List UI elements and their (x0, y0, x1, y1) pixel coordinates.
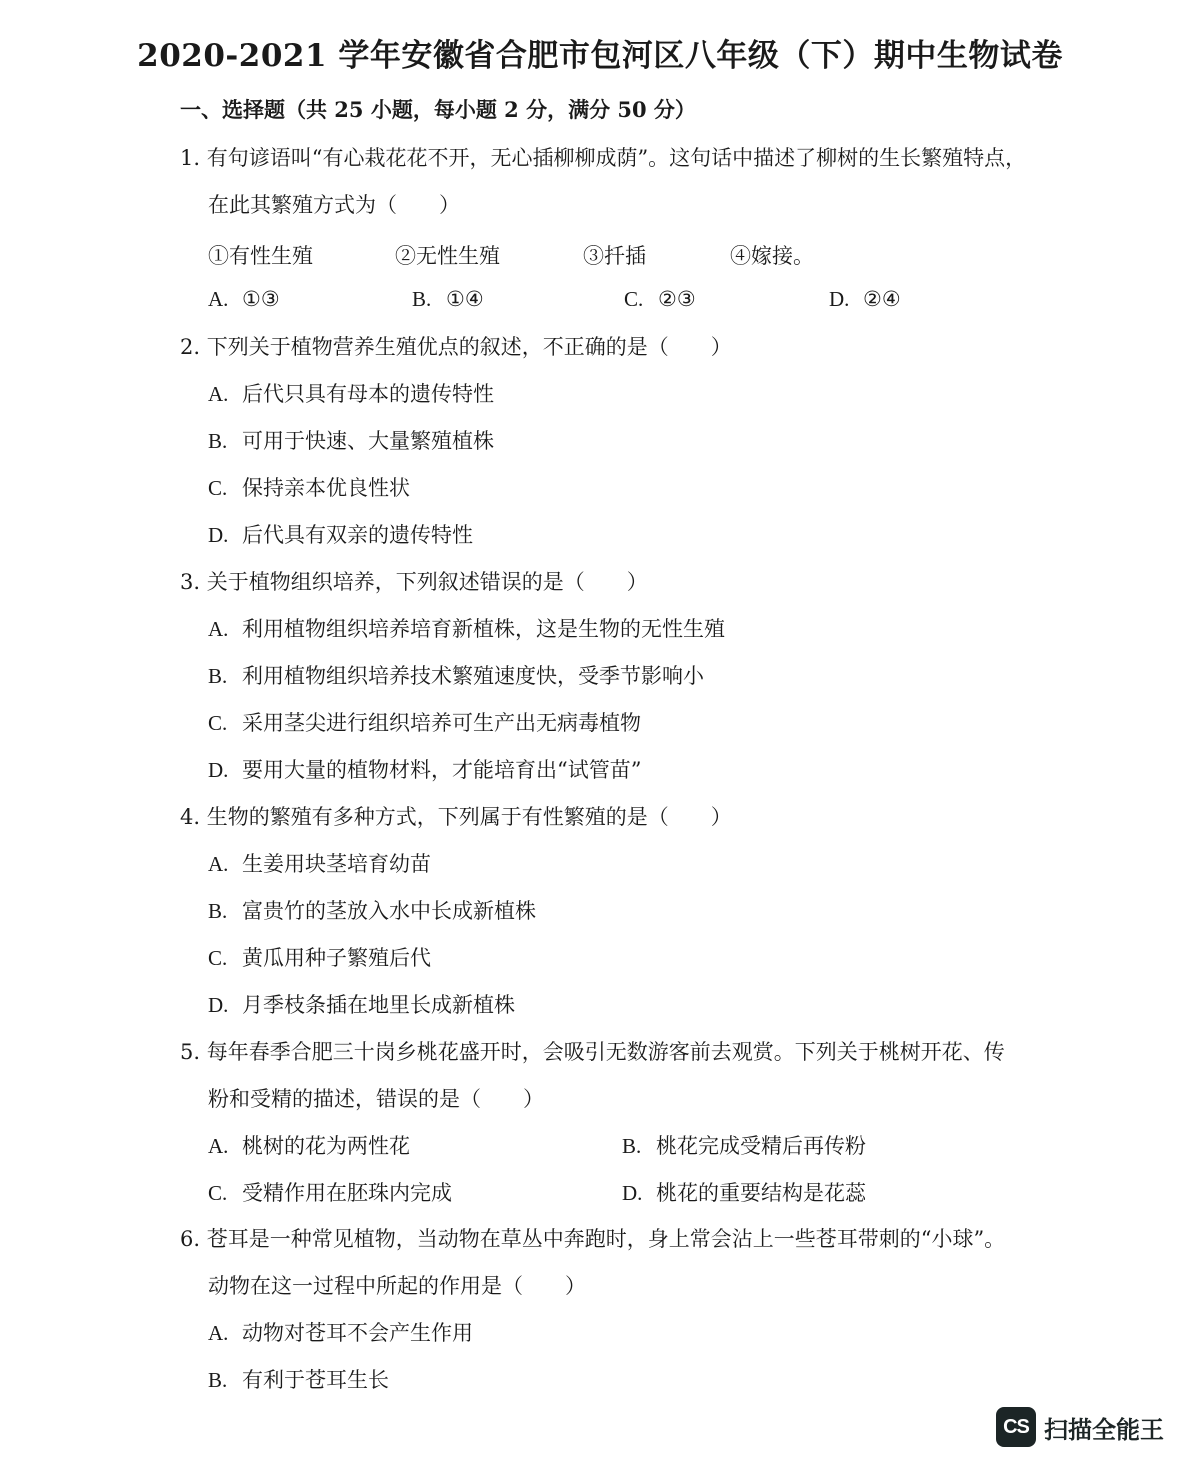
option-key: D. (208, 758, 229, 782)
option-text: 月季枝条插在地里长成新植株 (242, 993, 515, 1017)
question-4-option-c (208, 943, 431, 973)
exam-title: 2020-2021 学年安徽省合肥市包河区八年级（下）期中生物试卷 (137, 38, 1063, 74)
option-key: A. (208, 852, 229, 876)
option-text: 可用于快速、大量繁殖植株 (242, 429, 494, 453)
option-key: A. (208, 382, 229, 406)
option-text: 动物对苍耳不会产生作用 (242, 1321, 473, 1345)
option-key: A. (208, 287, 229, 311)
question-3-option-a (208, 614, 725, 644)
question-2-option-d (208, 520, 473, 550)
question-3-option-b (208, 661, 704, 691)
option-key: B. (622, 1134, 642, 1158)
camscanner-watermark (996, 1407, 1164, 1447)
option-text: 富贵竹的茎放入水中长成新植株 (242, 899, 536, 923)
question-6-option-a (208, 1318, 473, 1348)
option-key: A. (208, 617, 229, 641)
question-1-stem-line2: 在此其繁殖方式为（ ） (208, 193, 460, 217)
option-key: D. (622, 1181, 643, 1205)
question-2-option-b (208, 426, 494, 456)
option-key: C. (208, 946, 228, 970)
question-1-statement-3: ③扦插 (583, 244, 646, 268)
question-4-option-a (208, 849, 431, 879)
question-4-option-d (208, 990, 515, 1020)
option-text: 保持亲本优良性状 (242, 476, 410, 500)
option-key: B. (208, 664, 228, 688)
option-text: 后代只具有母本的遗传特性 (242, 382, 494, 406)
option-text: 要用大量的植物材料，才能培育出“试管苗” (242, 758, 642, 782)
option-text: 利用植物组织培养培育新植株，这是生物的无性生殖 (242, 617, 725, 641)
option-key: A. (208, 1321, 229, 1345)
question-3-option-d (208, 755, 641, 785)
question-6-option-b (208, 1365, 389, 1395)
option-text: 利用植物组织培养技术繁殖速度快，受季节影响小 (242, 664, 704, 688)
question-1-option-c (624, 287, 696, 312)
option-text: 有利于苍耳生长 (242, 1368, 389, 1392)
question-1-statement-2: ②无性生殖 (395, 244, 500, 268)
question-5-option-a (208, 1131, 410, 1161)
question-3-stem: 3. 关于植物组织培养，下列叙述错误的是（ ） (180, 570, 648, 594)
question-1-statement-4: ④嫁接。 (730, 244, 814, 268)
question-5-option-d (622, 1178, 866, 1208)
option-key: C. (208, 1181, 228, 1205)
option-text: ①④ (446, 287, 484, 311)
option-key: B. (208, 429, 228, 453)
option-key: D. (829, 287, 850, 311)
question-5-stem-line1: 5. 每年春季合肥三十岗乡桃花盛开时，会吸引无数游客前去观赏。下列关于桃树开花、传 (180, 1040, 1005, 1064)
section-heading: 一、选择题（共 25 小题，每小题 2 分，满分 50 分） (180, 97, 696, 122)
option-text: ②④ (863, 287, 901, 311)
question-3-option-c (208, 708, 641, 738)
option-text: ①③ (242, 287, 280, 311)
option-key: C. (624, 287, 644, 311)
option-key: D. (208, 523, 229, 547)
option-key: B. (208, 899, 228, 923)
option-text: 桃树的花为两性花 (242, 1134, 410, 1158)
option-key: C. (208, 711, 228, 735)
question-1-option-a (208, 287, 280, 312)
question-2-option-a (208, 379, 494, 409)
question-1-statement-1: ①有性生殖 (208, 244, 313, 268)
question-5-stem-line2: 粉和受精的描述，错误的是（ ） (208, 1087, 544, 1111)
question-6-stem-line2: 动物在这一过程中所起的作用是（ ） (208, 1274, 586, 1298)
question-2-stem: 2. 下列关于植物营养生殖优点的叙述，不正确的是（ ） (180, 335, 732, 359)
option-text: 黄瓜用种子繁殖后代 (242, 946, 431, 970)
question-6-stem-line1: 6. 苍耳是一种常见植物，当动物在草丛中奔跑时，身上常会沾上一些苍耳带刺的“小球”。 (180, 1227, 1006, 1251)
option-text: 受精作用在胚珠内完成 (242, 1181, 452, 1205)
question-1-option-d (829, 287, 901, 312)
option-text: ②③ (658, 287, 696, 311)
option-key: B. (208, 1368, 228, 1392)
option-text: 桃花的重要结构是花蕊 (656, 1181, 866, 1205)
option-text: 采用茎尖进行组织培养可生产出无病毒植物 (242, 711, 641, 735)
question-4-stem: 4. 生物的繁殖有多种方式，下列属于有性繁殖的是（ ） (180, 805, 732, 829)
option-key: A. (208, 1134, 229, 1158)
option-text: 后代具有双亲的遗传特性 (242, 523, 473, 547)
question-1-stem-line1: 1. 有句谚语叫“有心栽花花不开，无心插柳柳成荫”。这句话中描述了柳树的生长繁殖特点， (180, 146, 1027, 170)
camscanner-logo-icon: CS (996, 1407, 1036, 1447)
question-5-option-b (622, 1131, 866, 1161)
option-key: C. (208, 476, 228, 500)
question-5-option-c (208, 1178, 452, 1208)
question-4-option-b (208, 896, 536, 926)
question-2-option-c (208, 473, 410, 503)
camscanner-watermark-text: 扫描全能王 (1044, 1415, 1164, 1444)
question-1-option-b (412, 287, 484, 312)
option-text: 桃花完成受精后再传粉 (656, 1134, 866, 1158)
option-key: B. (412, 287, 432, 311)
option-key: D. (208, 993, 229, 1017)
option-text: 生姜用块茎培育幼苗 (242, 852, 431, 876)
